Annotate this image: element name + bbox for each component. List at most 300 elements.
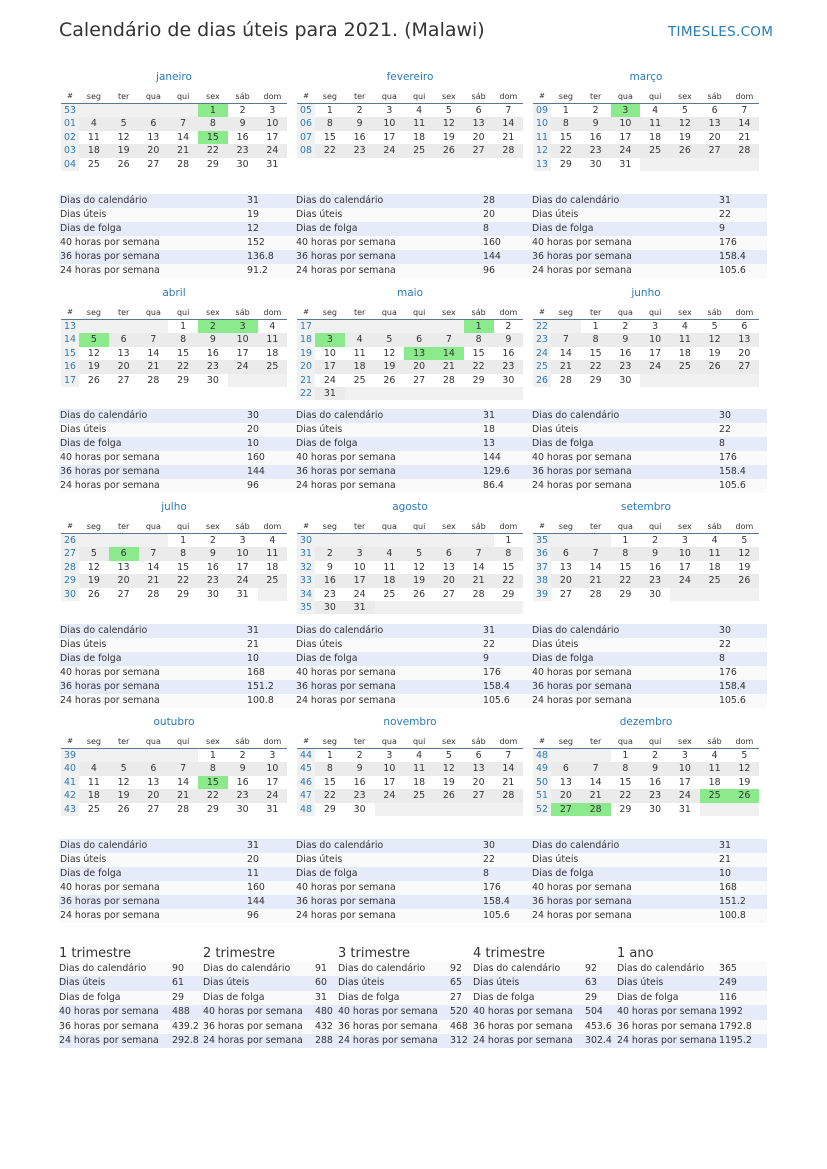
day-cell	[228, 374, 258, 387]
day-cell: 4	[345, 333, 375, 346]
stats-row	[531, 250, 767, 264]
weekday-label: dom	[263, 737, 282, 746]
stats-label: Dias do calendário	[296, 840, 384, 851]
stats-label: 36 horas por semana	[532, 896, 632, 907]
day-cell	[404, 601, 434, 614]
weekday-label: dom	[499, 522, 518, 531]
week-row	[297, 803, 523, 816]
holiday-day-cell: 3	[611, 104, 641, 117]
day-cell: 27	[147, 803, 160, 815]
stats-row	[531, 451, 767, 465]
week-number: 28	[61, 561, 79, 574]
day-cell: 20	[472, 776, 485, 788]
day-cell: 26	[434, 789, 464, 802]
stats-value: 176	[719, 452, 737, 463]
stats-label: Dias de folga	[60, 438, 122, 449]
day-cell: 22	[198, 789, 228, 802]
stats-value: 22	[483, 639, 495, 650]
quarter-summary-block	[473, 946, 617, 1048]
month-calendar	[61, 500, 287, 601]
day-cell	[404, 803, 434, 816]
month-stats	[59, 839, 295, 923]
day-cell: 2	[505, 321, 512, 332]
day-cell: 2	[239, 750, 246, 761]
weekday-label: sáb	[707, 308, 722, 317]
week-number: 26	[533, 374, 551, 387]
week-row	[297, 574, 523, 587]
day-cell: 24	[611, 144, 641, 157]
day-cell	[139, 749, 169, 762]
day-cell	[79, 749, 109, 762]
day-cell: 18	[266, 347, 279, 359]
week-number: 35	[533, 534, 551, 547]
stats-label: Dias de folga	[59, 991, 121, 1003]
weekday-label: sex	[678, 92, 692, 101]
day-cell: 22	[494, 574, 524, 587]
weekday-header	[297, 735, 523, 749]
stats-row	[59, 624, 295, 638]
day-cell: 26	[434, 144, 464, 157]
month-calendar	[61, 70, 287, 171]
day-cell: 5	[109, 117, 139, 130]
day-cell	[139, 104, 169, 117]
stats-row	[531, 839, 767, 853]
day-cell: 12	[730, 762, 760, 775]
day-cell: 15	[323, 776, 336, 788]
day-cell	[404, 387, 434, 400]
quarter-stats-row	[203, 991, 338, 1005]
week-row	[61, 333, 287, 346]
stats-value: 453.6	[585, 1020, 612, 1032]
stats-value: 176	[719, 667, 737, 678]
day-cell: 23	[640, 789, 670, 802]
holiday-day-cell: 27	[551, 803, 581, 816]
weekday-label: sex	[206, 737, 220, 746]
day-cell: 22	[168, 574, 198, 587]
weekday-label: qui	[412, 308, 426, 317]
day-cell: 13	[464, 762, 494, 775]
weekday-label: ter	[117, 522, 130, 531]
stats-label: Dias do calendário	[532, 625, 620, 636]
weekday-label: qua	[145, 737, 161, 746]
week-row	[533, 131, 759, 144]
day-cell: 12	[700, 333, 730, 346]
day-cell: 28	[494, 144, 524, 157]
day-cell: 17	[383, 776, 396, 788]
weekday-label: sex	[442, 522, 456, 531]
day-cell: 21	[168, 144, 198, 157]
stats-value: 90	[172, 963, 184, 974]
stats-label: 36 horas por semana	[296, 681, 396, 692]
week-number-header: #	[303, 737, 309, 745]
day-cell: 2	[315, 547, 345, 560]
stats-value: 8	[483, 868, 489, 879]
stats-row	[59, 853, 295, 867]
day-cell: 7	[505, 105, 512, 116]
weekday-label: sex	[678, 522, 692, 531]
day-cell: 23	[345, 789, 375, 802]
week-row	[533, 320, 759, 333]
stats-row	[59, 208, 295, 222]
week-number: 43	[61, 803, 79, 816]
week-row	[297, 776, 523, 789]
weekday-label: dom	[735, 92, 754, 101]
weekday-label: seg	[558, 92, 573, 101]
day-cell: 30	[619, 374, 632, 386]
weekday-label: sex	[678, 308, 692, 317]
stats-label: Dias de folga	[203, 991, 265, 1003]
day-cell: 21	[502, 776, 515, 788]
week-number: 03	[61, 144, 79, 157]
stats-row	[59, 694, 295, 708]
day-cell: 26	[700, 360, 730, 373]
stats-label: Dias úteis	[296, 854, 343, 865]
day-cell: 16	[236, 131, 249, 143]
day-cell: 30	[589, 158, 602, 170]
stats-value: 105.6	[483, 695, 510, 706]
stats-row	[295, 409, 531, 423]
stats-value: 302.4	[585, 1034, 612, 1046]
day-cell: 14	[147, 347, 160, 359]
holiday-day-cell: 28	[581, 803, 611, 816]
week-row	[533, 374, 759, 387]
day-cell: 2	[592, 105, 599, 116]
day-cell: 31	[266, 803, 279, 815]
stats-label: Dias úteis	[296, 639, 343, 650]
weekday-label: sáb	[235, 737, 250, 746]
quarter-title: 3 trimestre	[338, 946, 411, 961]
week-row	[297, 360, 523, 373]
stats-row	[59, 423, 295, 437]
stats-label: 24 horas por semana	[532, 695, 632, 706]
week-row	[533, 144, 759, 157]
day-cell: 3	[386, 750, 393, 761]
day-cell: 31	[315, 387, 345, 400]
week-number-header: #	[303, 522, 309, 530]
week-number: 36	[533, 547, 551, 560]
holiday-day-cell: 1	[464, 320, 494, 333]
day-cell: 8	[551, 117, 581, 130]
weekday-label: ter	[353, 522, 366, 531]
day-cell: 27	[147, 158, 160, 170]
day-cell: 27	[117, 374, 130, 386]
day-cell: 26	[670, 144, 700, 157]
day-cell	[79, 534, 109, 547]
day-cell	[168, 104, 198, 117]
stats-value: 31	[719, 195, 731, 206]
weekday-label: ter	[117, 737, 130, 746]
month-name: maio	[396, 287, 423, 299]
stats-value: 1792.8	[719, 1020, 752, 1032]
quarter-stats-row	[59, 1005, 203, 1019]
quarter-stats-row	[473, 1020, 617, 1034]
day-cell	[700, 158, 730, 171]
weekday-label: sáb	[707, 92, 722, 101]
stats-value: 1195.2	[719, 1034, 752, 1046]
day-cell: 3	[652, 321, 659, 332]
stats-value: 8	[483, 223, 489, 234]
day-cell: 26	[413, 588, 426, 600]
day-cell: 16	[236, 776, 249, 788]
day-cell: 26	[117, 803, 130, 815]
day-cell: 19	[738, 776, 751, 788]
week-number: 11	[533, 131, 551, 144]
stats-label: 36 horas por semana	[60, 466, 160, 477]
day-cell	[109, 749, 139, 762]
week-row	[297, 601, 523, 614]
day-cell: 23	[228, 789, 258, 802]
week-number: 02	[61, 131, 79, 144]
day-cell: 18	[79, 789, 109, 802]
page-title: Calendário de dias úteis para 2021. (Malawi)	[59, 19, 485, 41]
stats-value: 29	[172, 991, 184, 1003]
day-cell: 5	[711, 321, 718, 332]
day-cell: 26	[87, 588, 100, 600]
stats-label: Dias do calendário	[203, 963, 291, 974]
stats-label: 24 horas por semana	[203, 1034, 303, 1046]
weekday-label: sáb	[235, 522, 250, 531]
day-cell: 28	[730, 144, 760, 157]
quarter-stats-row	[617, 1005, 767, 1019]
day-cell: 15	[502, 561, 515, 573]
week-row	[533, 789, 759, 802]
week-number: 09	[533, 104, 551, 117]
quarter-stats-row	[473, 976, 617, 990]
quarter-stats-row	[617, 962, 767, 976]
day-cell: 26	[730, 574, 760, 587]
stats-value: 105.6	[719, 265, 746, 276]
weekday-label: sex	[442, 737, 456, 746]
quarter-summary-block	[338, 946, 473, 1048]
stats-value: 176	[483, 667, 501, 678]
day-cell: 10	[228, 547, 258, 560]
week-number: 20	[297, 360, 315, 373]
stats-value: 11	[247, 868, 259, 879]
day-cell	[494, 387, 524, 400]
day-cell: 30	[353, 803, 366, 815]
quarter-stats-row	[338, 991, 473, 1005]
quarter-title: 1 ano	[617, 946, 654, 961]
weekday-label: ter	[589, 308, 602, 317]
stats-value: 30	[483, 840, 495, 851]
day-cell: 19	[79, 360, 109, 373]
day-cell: 19	[109, 789, 139, 802]
week-number: 23	[533, 333, 551, 346]
stats-label: 36 horas por semana	[338, 1020, 438, 1032]
stats-value: 176	[483, 882, 501, 893]
stats-value: 160	[483, 237, 501, 248]
stats-row	[59, 479, 295, 493]
brand-logo-text[interactable]: TIMESLES.COM	[668, 24, 774, 40]
day-cell	[551, 749, 581, 762]
weekday-label: ter	[353, 737, 366, 746]
week-number: 14	[61, 333, 79, 346]
day-cell	[139, 534, 169, 547]
day-cell: 20	[434, 574, 464, 587]
day-cell: 7	[581, 762, 611, 775]
week-number-header: #	[539, 522, 545, 530]
stats-label: Dias de folga	[296, 223, 358, 234]
holiday-day-cell: 26	[730, 789, 760, 802]
month-calendar	[533, 70, 759, 171]
stats-row	[295, 250, 531, 264]
day-cell: 24	[375, 144, 405, 157]
weekday-label: qui	[412, 522, 426, 531]
stats-label: Dias de folga	[296, 438, 358, 449]
stats-row	[295, 680, 531, 694]
day-cell: 13	[117, 561, 130, 573]
stats-label: 24 horas por semana	[532, 265, 632, 276]
quarter-stats-row	[59, 1034, 203, 1048]
weekday-label: seg	[86, 92, 101, 101]
week-number: 16	[61, 360, 79, 373]
stats-label: Dias úteis	[473, 977, 520, 989]
week-number: 35	[297, 601, 315, 614]
stats-label: Dias úteis	[60, 639, 107, 650]
week-row	[61, 374, 287, 387]
quarter-stats-row	[203, 1034, 338, 1048]
stats-value: 31	[315, 991, 327, 1003]
day-cell: 30	[649, 803, 662, 815]
quarter-stats-row	[59, 1020, 203, 1034]
day-cell: 4	[79, 762, 109, 775]
day-cell	[375, 803, 405, 816]
stats-value: 158.4	[719, 466, 746, 477]
stats-label: 36 horas por semana	[473, 1020, 573, 1032]
week-number: 50	[533, 776, 551, 789]
day-cell: 9	[345, 762, 375, 775]
week-number: 48	[297, 803, 315, 816]
day-cell: 26	[383, 374, 396, 386]
day-cell: 24	[228, 574, 258, 587]
day-cell: 14	[589, 561, 602, 573]
day-cell: 15	[559, 131, 572, 143]
day-cell: 18	[649, 131, 662, 143]
stats-label: 24 horas por semana	[60, 480, 160, 491]
quarter-stats-row	[473, 962, 617, 976]
month-name: agosto	[392, 501, 428, 513]
day-cell	[464, 387, 494, 400]
stats-value: 31	[247, 840, 259, 851]
week-row	[61, 547, 287, 560]
day-cell: 28	[177, 158, 190, 170]
stats-row	[531, 236, 767, 250]
week-row	[297, 117, 523, 130]
stats-value: 158.4	[483, 896, 510, 907]
quarter-stats-row	[473, 1005, 617, 1019]
stats-label: 24 horas por semana	[473, 1034, 573, 1046]
stats-value: 86.4	[483, 480, 504, 491]
day-cell: 28	[494, 789, 524, 802]
stats-row	[531, 624, 767, 638]
stats-row	[295, 694, 531, 708]
stats-value: 100.8	[719, 910, 746, 921]
week-number: 08	[297, 144, 315, 157]
day-cell: 28	[147, 374, 160, 386]
weekday-label: dom	[735, 308, 754, 317]
week-row	[61, 158, 287, 171]
day-cell: 3	[345, 547, 375, 560]
month-calendar	[297, 70, 523, 158]
weekday-label: sex	[206, 522, 220, 531]
day-cell: 1	[180, 535, 187, 546]
day-cell: 15	[323, 131, 336, 143]
stats-value: 292.8	[172, 1034, 199, 1046]
stats-value: 1992	[719, 1006, 743, 1018]
day-cell: 12	[670, 117, 700, 130]
day-cell: 28	[559, 374, 572, 386]
stats-row	[59, 881, 295, 895]
weekday-header	[61, 735, 287, 749]
day-cell	[434, 803, 464, 816]
week-number: 30	[297, 534, 315, 547]
day-cell: 4	[711, 535, 718, 546]
quarter-stats	[617, 962, 767, 1048]
stats-label: Dias de folga	[473, 991, 535, 1003]
day-cell: 11	[670, 333, 700, 346]
quarter-stats-row	[59, 976, 203, 990]
week-number: 19	[297, 347, 315, 360]
day-cell: 18	[375, 574, 405, 587]
week-row	[533, 574, 759, 587]
weekday-label: qua	[381, 92, 397, 101]
week-number: 45	[297, 762, 315, 775]
day-cell: 20	[139, 144, 169, 157]
day-cell: 15	[589, 347, 602, 359]
stats-label: Dias de folga	[60, 223, 122, 234]
day-cell: 27	[464, 789, 494, 802]
day-cell: 8	[494, 547, 524, 560]
day-cell: 13	[559, 776, 572, 788]
day-cell: 27	[559, 588, 572, 600]
day-cell: 20	[551, 574, 581, 587]
stats-value: 312	[450, 1034, 468, 1046]
stats-row	[531, 853, 767, 867]
day-cell: 11	[404, 117, 434, 130]
day-cell: 8	[611, 547, 641, 560]
weekday-header	[533, 90, 759, 104]
day-cell: 22	[315, 789, 345, 802]
stats-row	[531, 465, 767, 479]
week-number-header: #	[539, 92, 545, 100]
stats-label: 36 horas por semana	[296, 466, 396, 477]
stats-row	[295, 666, 531, 680]
quarter-title: 1 trimestre	[59, 946, 132, 961]
day-cell: 8	[168, 547, 198, 560]
day-cell: 22	[168, 360, 198, 373]
week-row	[297, 789, 523, 802]
weekday-label: dom	[263, 308, 282, 317]
stats-label: 24 horas por semana	[60, 265, 160, 276]
stats-row	[295, 895, 531, 909]
weekday-label: ter	[117, 92, 130, 101]
stats-value: 158.4	[483, 681, 510, 692]
day-cell: 12	[383, 347, 396, 359]
day-cell: 7	[464, 547, 494, 560]
day-cell: 19	[109, 144, 139, 157]
weekday-label: qui	[412, 92, 426, 101]
day-cell: 3	[681, 535, 688, 546]
day-cell	[670, 158, 700, 171]
day-cell	[551, 534, 581, 547]
day-cell: 18	[79, 144, 109, 157]
weekday-label: sex	[442, 308, 456, 317]
weekday-header	[61, 306, 287, 320]
day-cell: 16	[619, 347, 632, 359]
weekday-label: qui	[412, 737, 426, 746]
quarter-stats-row	[473, 1034, 617, 1048]
stats-row	[59, 652, 295, 666]
